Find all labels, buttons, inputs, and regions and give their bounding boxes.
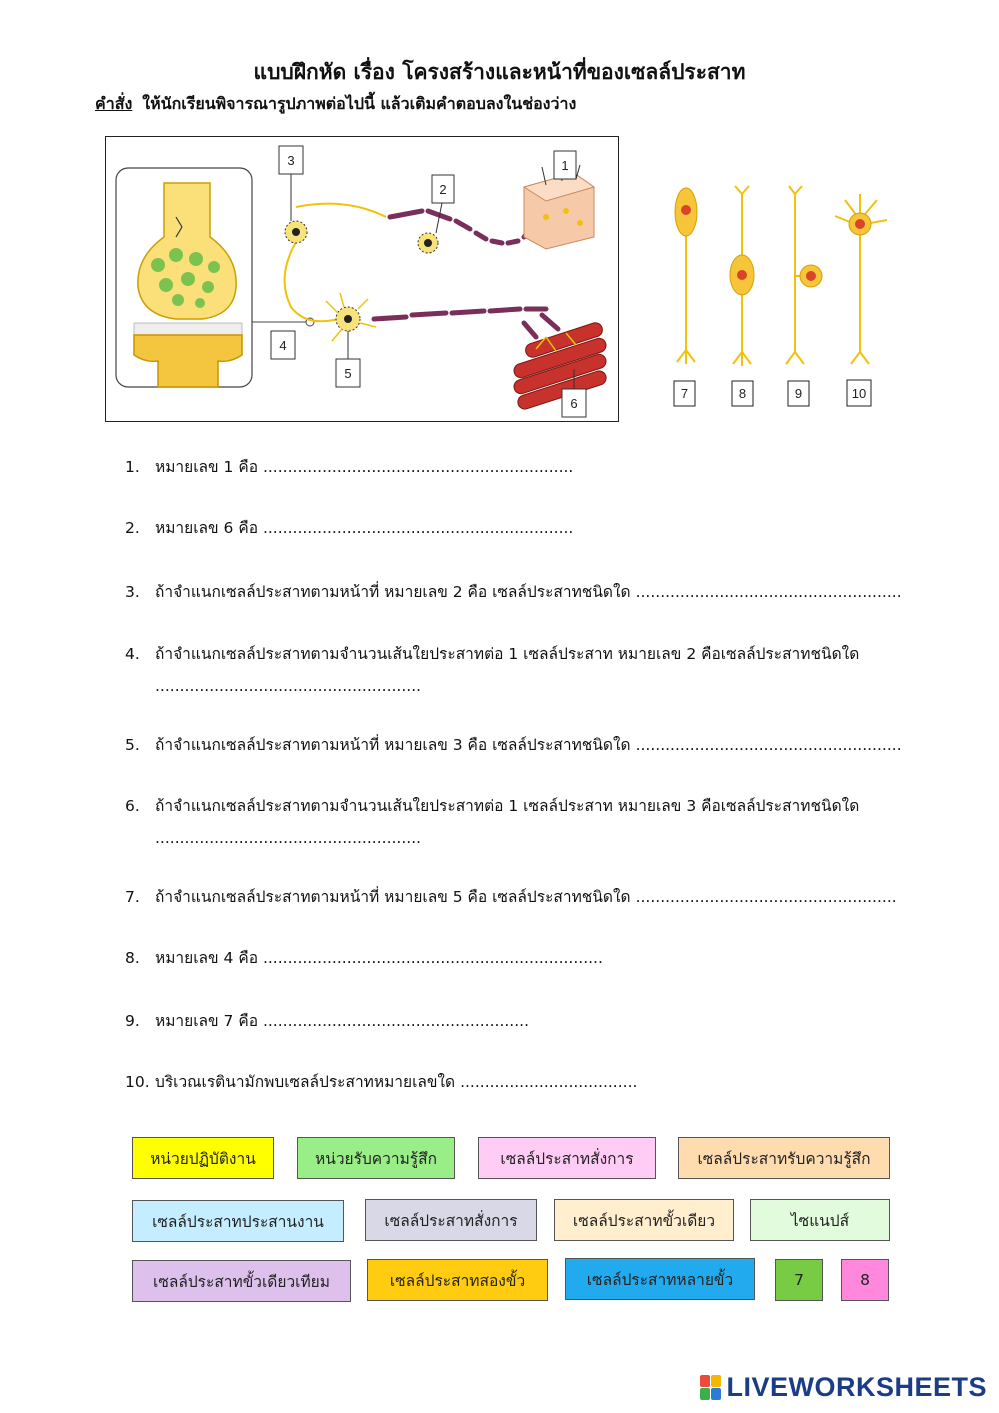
neuron-pathway-illustration [106,137,618,421]
question-6: 6. ถ้าจำแนกเซลล์ประสาทตามจำนวนเส้นใยประสาทต่อ 1 เซลล์ประสาท หมายเลข 3 คือเซลล์ประสาทชนิดใด ...................................................... [125,795,925,849]
question-3: 3. ถ้าจำแนกเซลล์ประสาทตามหน้าที่ หมายเลข 2 คือ เซลล์ประสาทชนิดใด ...................................................... [125,583,902,601]
question-5: 5. ถ้าจำแนกเซลล์ประสาทตามหน้าที่ หมายเลข 3 คือ เซลล์ประสาทชนิดใด ...................................................... [125,736,902,754]
answer-blank[interactable]: ...................................................... [155,829,422,847]
label-6: 6 [570,396,578,411]
synaptic-cleft [134,323,242,335]
answer-chip[interactable]: เซลล์ประสาทสั่งการ [365,1199,537,1241]
label-4: 4 [279,338,287,353]
answer-chip[interactable]: เซลล์ประสาทสั่งการ [478,1137,656,1179]
question-4: 4. ถ้าจำแนกเซลล์ประสาทตามจำนวนเส้นใยประสาทต่อ 1 เซลล์ประสาท หมายเลข 2 คือเซลล์ประสาทชนิดใด ...................................................... [125,643,925,697]
answer-blank[interactable]: ..................................................................... [262,949,603,967]
sensory-axon-myelin [390,211,532,243]
answer-blank[interactable]: ............................................................... [262,519,574,537]
label-1: 1 [561,158,569,173]
liveworksheets-logo[interactable] [700,1372,987,1403]
answer-chip[interactable]: เซลล์ประสาทประสานงาน [132,1200,344,1242]
worksheet-title: แบบฝึกหัด เรื่อง โครงสร้างและหน้าที่ของเซลล์ประสาท [253,60,746,84]
neuron-pathway-diagram [105,136,619,422]
logo-mark-icon [700,1375,721,1400]
neuron-types-illustration [655,180,900,420]
answer-chip[interactable]: หน่วยรับความรู้สึก [297,1137,455,1179]
label-10: 10 [851,386,867,401]
question-9: 9. หมายเลข 7 คือ ...................................................... [125,1012,530,1030]
label-7: 7 [680,386,689,401]
question-10: 10. บริเวณเรตินามักพบเซลล์ประสาทหมายเลขใด .................................... [125,1073,638,1091]
answer-chip[interactable]: เซลล์ประสาทสองขั้ว [367,1259,548,1301]
muscle-bundle [512,321,608,411]
answer-blank[interactable]: ...................................................... [262,1012,530,1030]
answer-chip[interactable]: เซลล์ประสาทขั้วเดียว [554,1199,734,1241]
answer-blank[interactable]: ...................................................... [155,677,422,695]
answer-blank[interactable]: ..................................................... [635,888,897,906]
neuron-type-label-boxes [674,380,871,406]
answer-chip[interactable]: หน่วยปฏิบัติงาน [132,1137,274,1179]
answer-blank[interactable]: .................................... [460,1073,638,1091]
answer-chip[interactable]: เซลล์ประสาทขั้วเดียวเทียม [132,1260,351,1302]
logo-text: LIVEWORKSHEETS [726,1372,987,1402]
label-2: 2 [439,182,447,197]
question-2: 2. หมายเลข 6 คือ ............................................................... [125,519,574,537]
answer-chip[interactable]: เซลล์ประสาทหลายขั้ว [565,1258,755,1300]
instruction [95,92,576,117]
motor-axon-myelin [374,309,558,337]
instruction-label: คำสั่ง [95,94,133,113]
answer-chip[interactable]: เซลล์ประสาทรับความรู้สึก [678,1137,890,1179]
label-5: 5 [344,366,352,381]
answer-chip[interactable]: 8 [841,1259,889,1301]
answer-chip[interactable]: ไซแนปส์ [750,1199,890,1241]
label-3: 3 [287,153,295,168]
question-7: 7. ถ้าจำแนกเซลล์ประสาทตามหน้าที่ หมายเลข 5 คือ เซลล์ประสาทชนิดใด ..................................................... [125,888,897,906]
answer-blank[interactable]: ............................................................... [262,458,574,476]
label-9: 9 [794,386,803,401]
answer-blank[interactable]: ...................................................... [635,583,902,601]
instruction-text: ให้นักเรียนพิจารณารูปภาพต่อไปนี้ แล้วเติมคำตอบลงในช่องว่าง [142,94,577,113]
label-8: 8 [738,386,747,401]
neuron-types-figure [655,180,900,420]
question-8: 8. หมายเลข 4 คือ ..................................................................... [125,949,603,967]
answer-blank[interactable]: ...................................................... [635,736,902,754]
answer-chip[interactable]: 7 [775,1259,823,1301]
question-1: 1. หมายเลข 1 คือ ............................................................... [125,458,574,476]
